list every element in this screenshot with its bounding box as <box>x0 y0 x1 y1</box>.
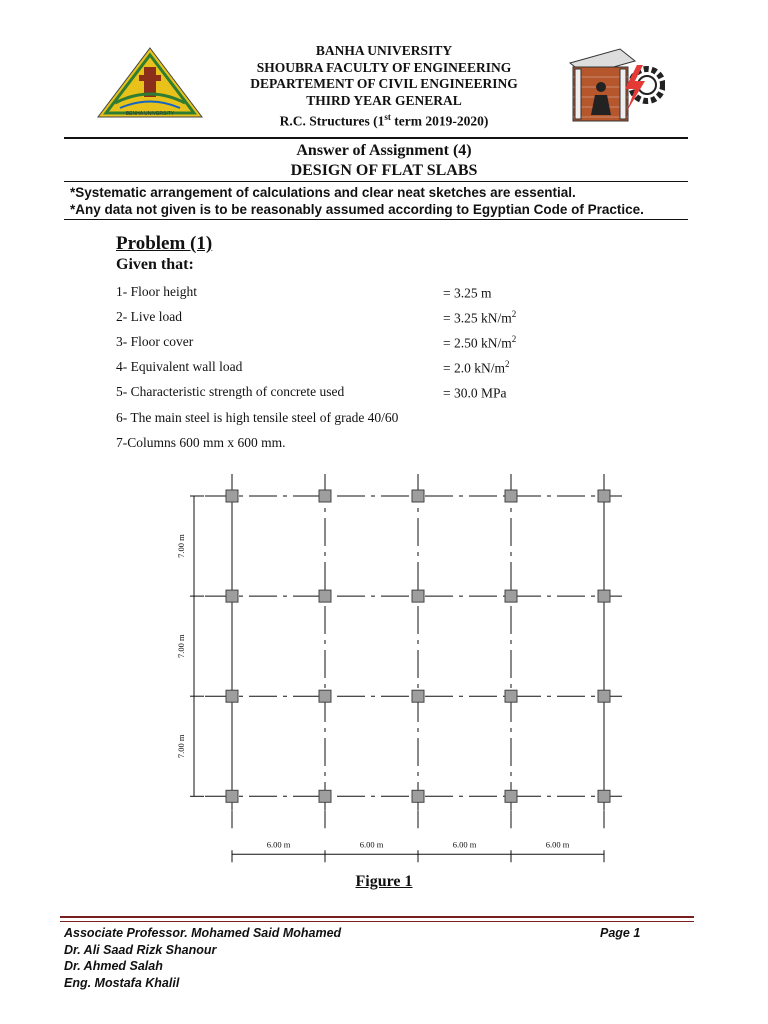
dimension-label-horizontal: 6.00 m <box>359 839 384 850</box>
column <box>412 490 424 502</box>
given-heading: Given that: <box>116 256 194 273</box>
author-line: Dr. Ali Saad Rizk Shanour <box>64 942 217 957</box>
given-item-value: = 2.50 $kN/m^2$ <box>443 334 517 351</box>
given-item-label: 3- Floor cover <box>116 334 194 349</box>
column <box>505 790 517 802</box>
given-item-label: 4- Equivalent wall load <box>116 359 243 374</box>
column <box>598 690 610 702</box>
column <box>505 490 517 502</box>
column <box>226 490 238 502</box>
column <box>319 790 331 802</box>
column <box>319 690 331 702</box>
problem-title: Problem (1) <box>116 233 213 254</box>
footer-authors <box>64 925 341 991</box>
note: *Any data not given is to be reasonably assumed according to Egyptian Code of Practice. <box>70 202 644 217</box>
column <box>226 590 238 602</box>
page-number: Page 1 <box>600 926 641 940</box>
column <box>226 690 238 702</box>
column <box>319 490 331 502</box>
given-item-value: = 2.0 $kN/m^2$ <box>443 359 510 376</box>
footer-rule <box>60 915 694 924</box>
given-item-value: = 30.0 MPa <box>443 385 507 401</box>
column <box>412 590 424 602</box>
given-item-value: = 3.25 m <box>443 285 492 301</box>
dimension-label-horizontal: 6.00 m <box>545 839 570 850</box>
author-line: Eng. Mostafa Khalil <box>64 975 180 990</box>
column <box>598 490 610 502</box>
given-item-label: 1- Floor height <box>116 284 197 299</box>
header-line: THIRD YEAR GENERAL <box>306 92 462 108</box>
column <box>226 790 238 802</box>
column <box>505 690 517 702</box>
given-item-label: 6- The main steel is high tensile steel of grade 40/60 <box>116 410 399 425</box>
author-line: Associate Professor. Mohamed Said Mohamed <box>64 926 342 940</box>
given-item-value: = 3.25 $kN/m^2$ <box>443 309 517 326</box>
dimension-label-vertical: 7.00 m <box>176 634 186 658</box>
column <box>412 690 424 702</box>
column <box>598 790 610 802</box>
given-item-label: 5- Characteristic strength of concrete used <box>116 384 345 399</box>
dimension-label-horizontal: 6.00 m <box>452 839 477 850</box>
dimension-label-vertical: 7.00 m <box>176 534 186 558</box>
note: *Systematic arrangement of calculations and clear neat sketches are essential. <box>70 185 576 200</box>
course-line: R.C. Structures (1st term 2019-2020) <box>279 112 489 129</box>
column <box>319 590 331 602</box>
given-item-label: 7-Columns 600 mm x 600 mm. <box>116 435 286 450</box>
dimension-label-vertical: 7.00 m <box>176 734 186 759</box>
given-item-label: 2- Live load <box>116 309 182 324</box>
dimension-label-horizontal: 6.00 m <box>266 839 291 850</box>
header-line: DEPARTEMENT OF CIVIL ENGINEERING <box>250 76 518 91</box>
author-line: Dr. Ahmed Salah <box>64 959 163 973</box>
header-line: BANHA UNIVERSITY <box>315 43 453 58</box>
figure-caption: Figure 1 <box>355 873 413 890</box>
assignment-title: Answer of Assignment (4) <box>296 142 472 159</box>
column <box>598 590 610 602</box>
column <box>505 590 517 602</box>
column <box>412 790 424 802</box>
logo-text: BENHA UNIVERSITY <box>125 111 175 117</box>
header-line: SHOUBRA FACULTY OF ENGINEERING <box>256 59 512 75</box>
assignment-subtitle: DESIGN OF FLAT SLABS <box>290 162 478 179</box>
